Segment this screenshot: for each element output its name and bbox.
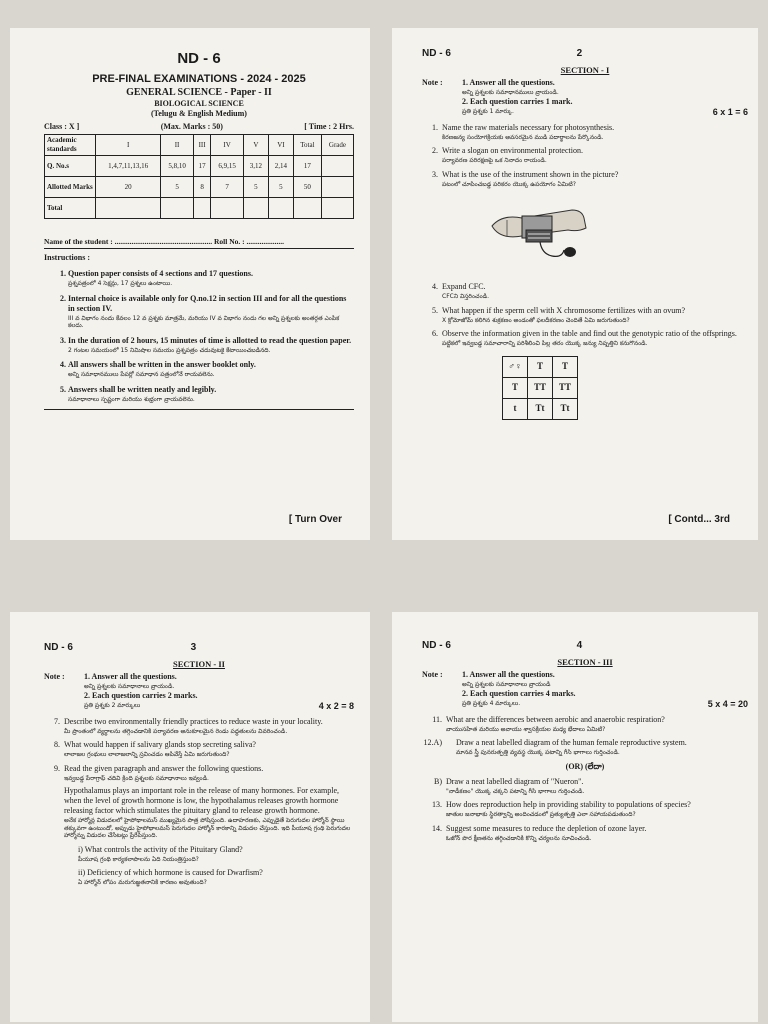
- table-cell: T: [503, 377, 528, 398]
- sub-question-te: ఏ హార్మోన్ లోపం మరుగుజ్జతనానికి కారణం అవుతుంది?: [78, 879, 207, 887]
- table-cell: Tt: [528, 398, 553, 419]
- table-row: [45, 156, 354, 177]
- table-cell: [321, 156, 353, 177]
- max-marks-label: (Max. Marks : 50): [160, 122, 223, 131]
- medium-label: (Telugu & English Medium): [151, 109, 247, 118]
- or-separator: (OR) (లేదా): [565, 761, 605, 771]
- time-label: [ Time : 2 Hrs.: [304, 122, 354, 131]
- note-item: 2. Each question carries 2 marks.: [84, 690, 198, 700]
- table-cell: 3,12: [243, 156, 268, 177]
- question-text: Suggest some measures to reduce the depletion of ozone layer.: [446, 823, 647, 833]
- table-cell: V: [243, 135, 268, 156]
- question-text: What happen if the sperm cell with X chromosome fertilizes with an ovum?: [442, 305, 686, 315]
- table-row: [45, 198, 354, 219]
- instruction-en: All answers shall be written in the answer booklet only.: [68, 360, 256, 370]
- page-2: [392, 28, 758, 540]
- list-item: [68, 336, 354, 355]
- divider: [44, 409, 354, 410]
- question-number: 4.: [432, 282, 438, 292]
- table-cell: [96, 198, 161, 219]
- question-text: How does reproduction help in providing stability to populations of species?: [446, 800, 691, 810]
- question-text: What are the differences between aerobic and anaerobic respiration?: [446, 714, 665, 724]
- table-cell: ♂♀: [503, 356, 528, 377]
- marks-table: [44, 134, 354, 219]
- instructions-list: [44, 269, 354, 403]
- table-cell: T: [528, 356, 553, 377]
- marks-scheme: 4 x 2 = 8: [318, 700, 354, 711]
- table-cell: II: [161, 135, 194, 156]
- subject-title: GENERAL SCIENCE - Paper - II: [126, 86, 272, 98]
- instruction-te: అన్ని సమాధానములు పేపర్లో సమాధాన పత్రంలోనే రాయవలెను.: [68, 371, 215, 379]
- question-text-te: మీ ప్రాంతంలో వ్యర్థాలను తగ్గించడానికి పర్యావరణ అనుకూలమైన రెండు పద్ధతులను వివరించండి.: [64, 727, 288, 735]
- paper-code: ND - 6: [422, 48, 451, 59]
- note-item-te: ప్రతి ప్రశ్నకు 2 మార్కులు: [84, 701, 141, 709]
- question-number: 11.: [432, 714, 442, 724]
- marks-scheme: 5 x 4 = 20: [707, 698, 748, 709]
- passage-text-te: అనేక హార్మోన్ల విడుదలలో హైపోథాలమస్ ముఖ్యమైన పాత్ర పోషిస్తుంది. ఉదాహరణకు, ఎప్పుడైతే పెరుగుదల హార్మోన్ స్థాయి తక్కువగా ఉంటుందో, అప్పుడు హైపోథాలమస్ పెరుగుదల హార్మోన్ కారకాన్ని విడుదల చేస్తుంది. ఇది పీయూష గ్రంథి పెరుగుదల హార్మోన్ను విడుదల చేసేటట్లు ప్రేరేపిస్తుంది.: [64, 817, 351, 840]
- question-text-te: CFCని విస్తరించండి.: [442, 293, 489, 301]
- table-row: [45, 177, 354, 198]
- page-3: [10, 612, 370, 1022]
- question-number: 12.A): [423, 738, 442, 748]
- list-item: [68, 385, 354, 404]
- question-number: 7.: [54, 716, 60, 726]
- table-cell: t: [503, 398, 528, 419]
- note-item: 1. Answer all the questions.: [462, 670, 555, 680]
- question-text-te: "నాడీకణం" యొక్క చక్కని పటాన్ని గీసి భాగాలు గుర్తించండి.: [446, 787, 585, 795]
- sphygmomanometer-illustration: [482, 196, 592, 266]
- table-cell: Grade: [321, 135, 353, 156]
- note-item: 2. Each question carries 1 mark.: [462, 96, 573, 106]
- list-item: [68, 294, 354, 330]
- table-cell: T: [553, 356, 578, 377]
- table-cell: III: [193, 135, 210, 156]
- section-title: SECTION - II: [173, 658, 225, 669]
- table-cell: [243, 198, 268, 219]
- note-item: 1. Answer all the questions.: [462, 78, 555, 88]
- question-text: What is the use of the instrument shown in the picture?: [442, 169, 619, 179]
- marks-scheme: 6 x 1 = 6: [712, 106, 748, 117]
- section-title: SECTION - III: [557, 656, 613, 667]
- table-cell: Q. No.s: [45, 156, 96, 177]
- table-cell: 50: [293, 177, 321, 198]
- question-text: Write a slogan on environmental protection.: [442, 146, 583, 156]
- note-label: Note :: [44, 672, 65, 682]
- table-cell: Academic standards: [45, 135, 96, 156]
- table-cell: [211, 198, 244, 219]
- table-cell: TT: [528, 377, 553, 398]
- question-number: 1.: [432, 122, 438, 132]
- table-cell: [321, 198, 353, 219]
- question-text-te: పట్టికలో ఇవ్వబడ్డ సమాచారాన్ని పరిశీలించి పిల్ల తరం యొక్క జన్యు నిష్పత్తిని కనుగొనండి.: [442, 340, 648, 348]
- table-cell: 1,4,7,11,13,16: [96, 156, 161, 177]
- table-cell: I: [96, 135, 161, 156]
- page-1: [10, 28, 370, 540]
- instruction-te: ప్రశ్నపత్రంలో 4 సెక్షన్లు, 17 ప్రశ్నలు ఉంటాయి.: [68, 280, 173, 288]
- exam-title: PRE-FINAL EXAMINATIONS - 2024 - 2025: [92, 72, 306, 85]
- note-item-te: అన్ని ప్రశ్నలకు సమాధానాలు వ్రాయండి.: [84, 683, 175, 691]
- page-number: 2: [576, 48, 583, 59]
- instruction-en: Question paper consists of 4 sections and 17 questions.: [68, 269, 253, 279]
- question-text: Name the raw materials necessary for photosynthesis.: [442, 122, 615, 132]
- question-text-te: లాలాజల గ్రంథులు లాలాజలాన్ని స్రవించడం ఆపివేస్తే ఏమి జరుగుతుంది?: [64, 751, 230, 759]
- question-number: 9.: [54, 763, 60, 773]
- page-number: 3: [190, 642, 197, 653]
- sub-question: ii) Deficiency of which hormone is caused for Dwarfism?: [78, 868, 263, 878]
- table-cell: Allotted Marks: [45, 177, 96, 198]
- table-cell: [193, 198, 210, 219]
- note-item-te: ప్రతి ప్రశ్నకు 1 మార్కు.: [462, 107, 514, 115]
- table-row: [45, 135, 354, 156]
- table-cell: 5: [161, 177, 194, 198]
- question-text-te: కిరణజన్య సంయోగక్రియకు అవసరమైన ముడి పదార్థాలను పేర్కొనండి.: [442, 133, 604, 141]
- subject-subtitle: BIOLOGICAL SCIENCE: [154, 99, 244, 108]
- table-cell: 17: [293, 156, 321, 177]
- table-cell: Total: [45, 198, 96, 219]
- note-label: Note :: [422, 78, 443, 88]
- question-number: 5.: [432, 305, 438, 315]
- question-text-te: ఓజోన్ పొర క్షీణతను తగ్గించడానికి కొన్ని చర్యలను సూచించండి.: [446, 834, 592, 842]
- table-cell: [161, 198, 194, 219]
- question-number: 13.: [432, 800, 442, 810]
- passage-text: Hypothalamus plays an important role in the release of many hormones. For example, when the level of growth hormone is low, the hypothalamus releases growth hormone releasing factor which stimulates the pituitary gland to release growth hormone.: [64, 786, 340, 816]
- question-text-te: జాతుల జనాభాకు స్థిరత్వాన్ని అందించడంలో ప్రత్యుత్పత్తి ఎలా సహాయపడుతుంది?: [446, 811, 636, 819]
- paper-code: ND - 6: [177, 50, 221, 67]
- question-text-te: X క్రోమోజోమ్ కలిగిన శుక్రకణం అండంతో ఫలదీకరణం చెందితే ఏమి జరుగుతుంది?: [442, 316, 630, 324]
- table-cell: 5,8,10: [161, 156, 194, 177]
- list-item: [68, 269, 354, 288]
- table-cell: 5: [268, 177, 293, 198]
- table-row: [503, 356, 578, 377]
- paper-code: ND - 6: [44, 642, 73, 653]
- section-title: SECTION - I: [560, 64, 610, 75]
- page-4: [392, 612, 758, 1022]
- table-cell: Total: [293, 135, 321, 156]
- question-number: B): [434, 776, 442, 786]
- instruction-te: సమాధానాలు స్పష్టంగా మరియు శుభ్రంగా వ్రాయవలెను.: [68, 395, 195, 403]
- question-text-te: మానవ స్త్రీ పునరుత్పత్తి వ్యవస్థ యొక్క పటాన్ని గీసి భాగాలు గుర్తించండి.: [456, 749, 620, 757]
- table-row: [503, 398, 578, 419]
- instructions-title: Instructions :: [44, 253, 91, 263]
- note-item: 2. Each question carries 4 marks.: [462, 688, 576, 698]
- table-cell: 17: [193, 156, 210, 177]
- class-label: Class : X ]: [44, 122, 80, 131]
- note-item: 1. Answer all the questions.: [84, 672, 177, 682]
- question-text-te: ఇవ్వబడ్డ పేరాగ్రాఫ్ చదివి క్రింది ప్రశ్నలకు సమాధానాలు ఇవ్వండి.: [64, 774, 209, 782]
- page-number: 4: [576, 640, 583, 651]
- instruction-en: In the duration of 2 hours, 15 minutes of time is allotted to read the question paper.: [68, 335, 352, 345]
- sub-question: i) What controls the activity of the Pituitary Gland?: [78, 844, 243, 854]
- note-item-te: అన్ని ప్రశ్నలకు సమాధానాలు వ్రాయండి: [462, 681, 551, 689]
- turn-over-label: [ Turn Over: [288, 513, 342, 525]
- table-cell: TT: [553, 377, 578, 398]
- instruction-te: III వ విభాగం నందు కేవలం 12 వ ప్రశ్నకు మాత్రమే, మరియు IV వ విభాగం నందు గల అన్ని ప్రశ్నలకు అంతర్గత ఎంపిక కలదు.: [68, 314, 340, 330]
- question-text: Expand CFC.: [442, 282, 486, 292]
- table-row: [503, 377, 578, 398]
- table-cell: Tt: [553, 398, 578, 419]
- question-text: Read the given paragraph and answer the following questions.: [64, 763, 264, 773]
- table-cell: 5: [243, 177, 268, 198]
- table-cell: VI: [268, 135, 293, 156]
- question-number: 6.: [432, 329, 438, 339]
- table-cell: IV: [211, 135, 244, 156]
- question-text: Describe two environmentally friendly practices to reduce waste in your locality.: [64, 716, 323, 726]
- table-cell: 6,9,15: [211, 156, 244, 177]
- question-text-te: పర్యావరణ పరిరక్షణపై ఒక నినాదం రాయండి.: [442, 157, 547, 165]
- question-text-te: వాయుసహిత మరియు అవాయు శ్వాసక్రియల మధ్య భేదాలు ఏమిటి?: [446, 725, 606, 733]
- note-item-te: అన్ని ప్రశ్నలకు సమాధానములు వ్రాయండి.: [462, 89, 559, 97]
- table-cell: 7: [211, 177, 244, 198]
- punnett-square: [502, 356, 578, 420]
- note-item-te: ప్రతి ప్రశ్నకు 4 మార్కులు.: [462, 699, 521, 707]
- table-cell: [268, 198, 293, 219]
- instruction-te: 2 గంటల సమయంలో 15 నిమిషాల సమయం ప్రశ్నపత్రం చదువుటకై కేటాయించబడినది.: [68, 346, 271, 354]
- question-text-te: పటంలో చూపించబడ్డ పరికరం యొక్క ఉపయోగం ఏమిటి?: [442, 180, 576, 188]
- contd-label: [ Contd... 3rd: [668, 513, 730, 525]
- question-text: What would happen if salivary glands stop secreting saliva?: [64, 740, 256, 750]
- student-name-line: Name of the student : .................................................... Roll No. : ....................: [44, 237, 354, 249]
- note-label: Note :: [422, 670, 443, 680]
- question-text: Observe the information given in the table and find out the genotypic ratio of the offsprings.: [442, 329, 737, 339]
- question-text: Draw a neat labelled diagram of "Nueron".: [446, 776, 584, 786]
- paper-code: ND - 6: [422, 640, 451, 651]
- table-cell: 2,14: [268, 156, 293, 177]
- question-number: 3.: [432, 169, 438, 179]
- instruction-en: Internal choice is available only for Q.no.12 in section III and for all the questions in section IV.: [68, 293, 347, 313]
- table-cell: [321, 177, 353, 198]
- table-cell: 8: [193, 177, 210, 198]
- sub-question-te: పీయూష గ్రంథి కార్యకలాపాలను ఏది నియంత్రిస్తుంది?: [78, 855, 199, 863]
- table-cell: 20: [96, 177, 161, 198]
- question-text: Draw a neat labelled diagram of the human female reproductive system.: [456, 738, 687, 748]
- table-cell: [293, 198, 321, 219]
- question-number: 8.: [54, 740, 60, 750]
- instruction-en: Answers shall be written neatly and legibly.: [68, 384, 217, 394]
- list-item: [68, 360, 354, 379]
- question-number: 14.: [432, 823, 442, 833]
- question-number: 2.: [432, 146, 438, 156]
